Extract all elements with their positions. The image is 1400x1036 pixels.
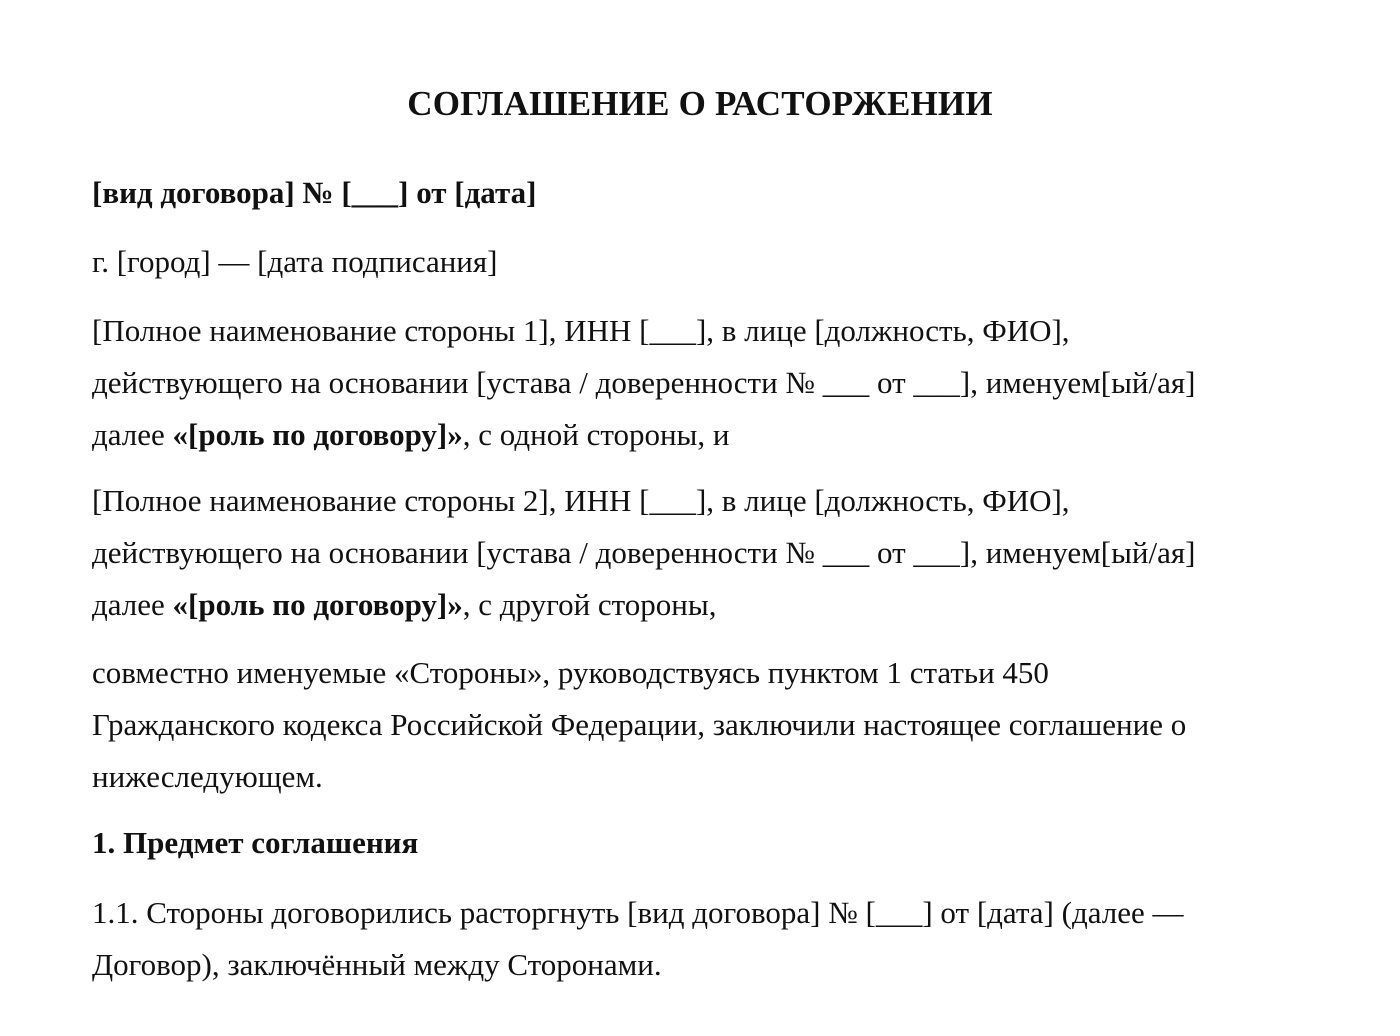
party1-role: «[роль по договору]» [172,417,463,452]
party1-line: [Полное наименование стороны 1], ИНН [___], в лице [должность, ФИО], [92,313,1070,348]
place-and-date: г. [город] — [дата подписания] [92,244,498,279]
party2-line [92,579,716,631]
party2-line: [Полное наименование стороны 2], ИНН [___], в лице [должность, ФИО], [92,483,1070,518]
section-heading: 1. Предмет соглашения [92,825,419,860]
party1-suffix: , с одной стороны, и [462,417,730,452]
contract-reference: [вид договора] № [___] от [дата] [92,175,537,210]
document-title: СОГЛАШЕНИЕ О РАСТОРЖЕНИИ [407,84,993,123]
clause-line: Договор), заключённый между Сторонами. [92,947,662,982]
party1-line [92,409,729,461]
party1-line: действующего на основании [устава / доверенности № ___ от ___], именуем[ый/ая] [92,365,1196,400]
party2-line: действующего на основании [устава / доверенности № ___ от ___], именуем[ый/ая] [92,535,1196,570]
party2-prefix: далее [92,587,173,622]
party2-role: «[роль по договору]» [172,587,463,622]
preamble-line: нижеследующем. [92,759,323,794]
preamble-line: Гражданского кодекса Российской Федерации, заключили настоящее соглашение о [92,707,1187,742]
preamble-line: совместно именуемые «Стороны», руководствуясь пунктом 1 статьи 450 [92,655,1049,690]
party2-suffix: , с другой стороны, [462,587,717,622]
party1-prefix: далее [92,417,173,452]
clause-line: 1.1. Стороны договорились расторгнуть [вид договора] № [___] от [дата] (далее — [92,895,1184,930]
